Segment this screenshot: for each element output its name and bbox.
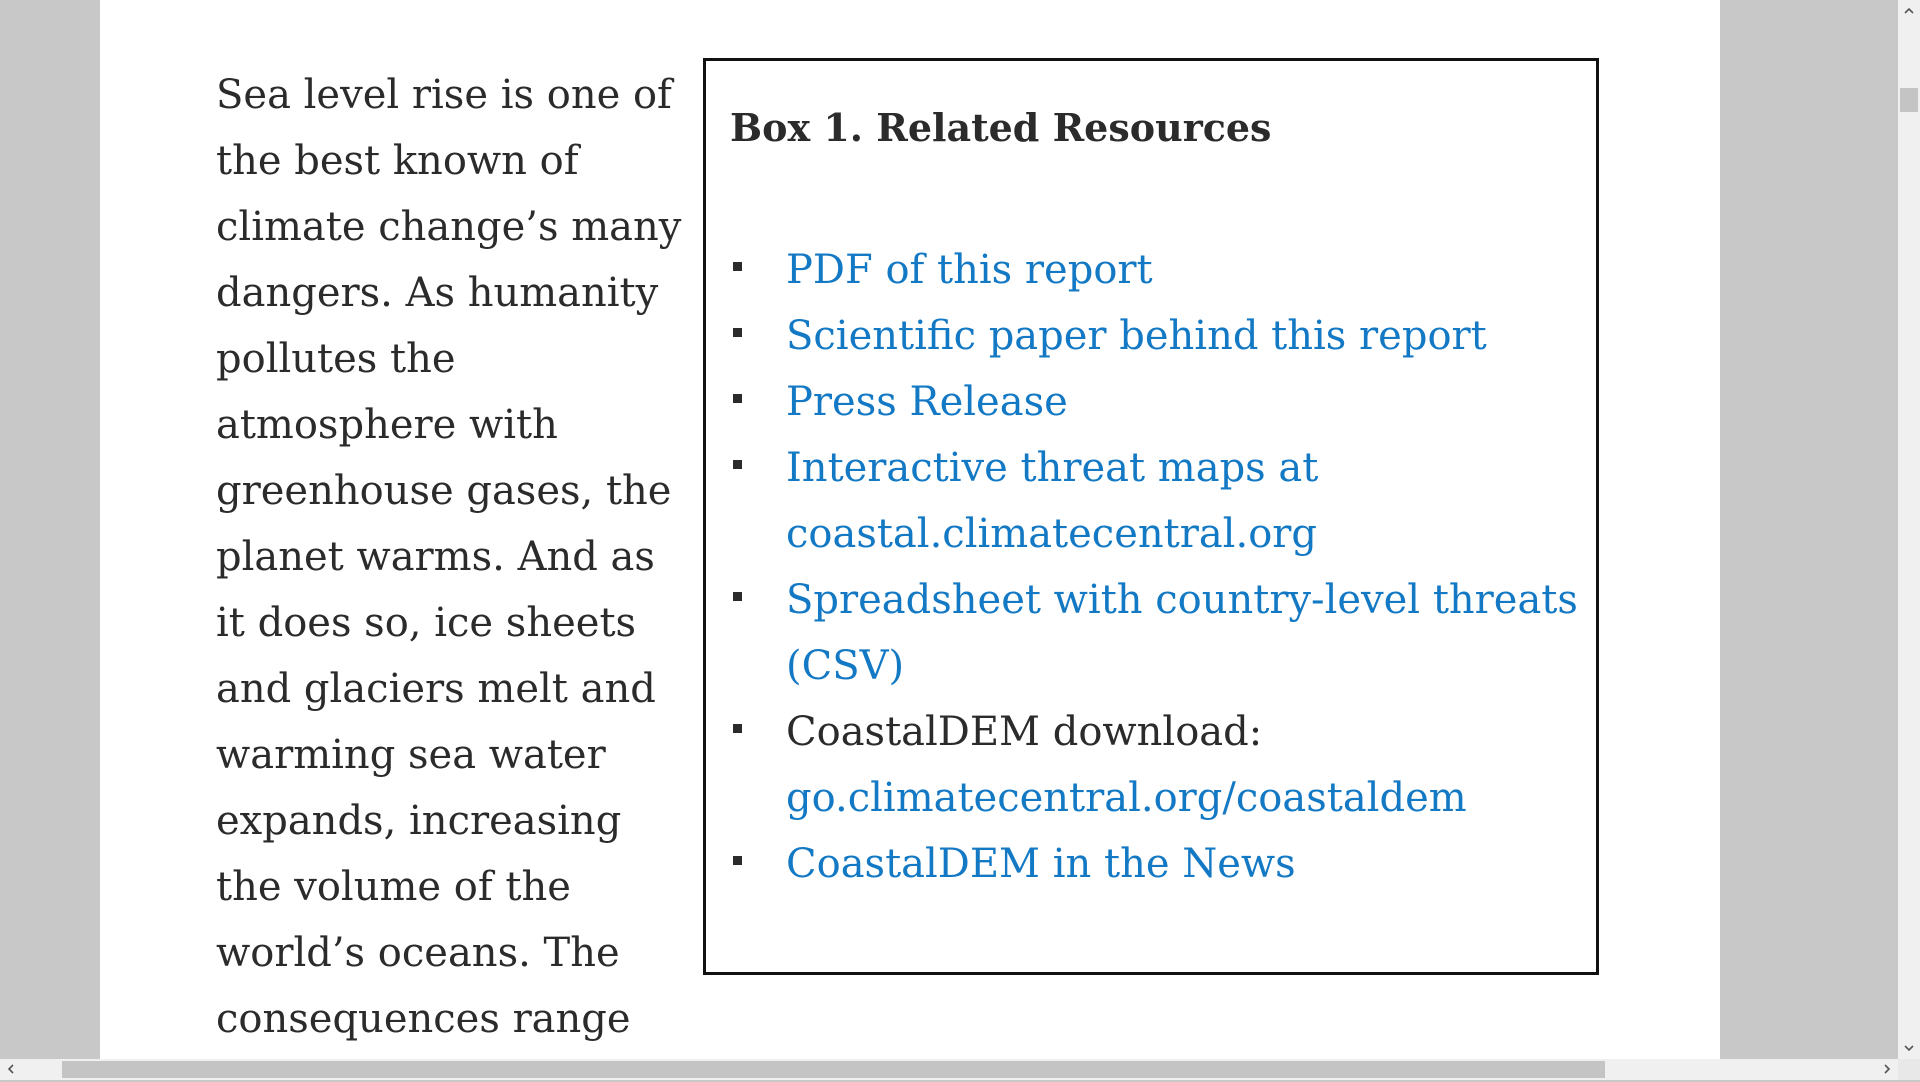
link-spreadsheet-csv[interactable]	[786, 567, 1596, 699]
chevron-down-icon[interactable]	[1898, 1037, 1920, 1059]
article-page	[100, 0, 1720, 1059]
chevron-right-icon[interactable]	[1876, 1059, 1898, 1080]
bullet-icon	[733, 394, 742, 403]
article-paragraph	[216, 62, 682, 1052]
bullet-icon	[733, 724, 742, 733]
link-press-release[interactable]: Press Release	[786, 379, 1068, 425]
horizontal-scroll-thumb[interactable]	[62, 1061, 1605, 1078]
paragraph-line: and glaciers melt and	[216, 666, 656, 712]
paragraph-line: consequences range	[216, 996, 631, 1042]
resource-item-coastaldem-download	[706, 699, 1596, 831]
resource-item-press-release	[706, 369, 1596, 435]
paragraph-line: the best known of	[216, 138, 579, 184]
link-coastaldem-news[interactable]: CoastalDEM in the News	[786, 841, 1296, 887]
chevron-left-icon[interactable]	[0, 1059, 22, 1080]
resource-item-spreadsheet	[706, 567, 1596, 699]
box-title: Box 1. Related Resources	[730, 105, 1272, 150]
related-resources-box	[703, 58, 1599, 975]
paragraph-line: world’s oceans. The	[216, 930, 620, 976]
paragraph-line: the volume of the	[216, 864, 571, 910]
paragraph-line: climate change’s many	[216, 204, 682, 250]
chevron-up-icon[interactable]	[1898, 0, 1920, 22]
bullet-icon	[733, 262, 742, 271]
paragraph-line: greenhouse gases, the	[216, 468, 672, 514]
link-pdf-report[interactable]: PDF of this report	[786, 247, 1153, 293]
vertical-scrollbar[interactable]	[1898, 0, 1920, 1059]
bullet-icon	[733, 460, 742, 469]
horizontal-scrollbar[interactable]	[0, 1059, 1898, 1080]
bullet-icon	[733, 856, 742, 865]
paragraph-line: pollutes the	[216, 336, 456, 382]
link-scientific-paper[interactable]: Scientific paper behind this report	[786, 313, 1487, 359]
resource-item-scientific-paper	[706, 303, 1596, 369]
scrollbar-corner	[1898, 1059, 1920, 1080]
paragraph-line: planet warms. And as	[216, 534, 655, 580]
link-line: Interactive threat maps at	[786, 445, 1319, 491]
link-line: (CSV)	[786, 643, 905, 689]
bullet-icon	[733, 328, 742, 337]
paragraph-line: expands, increasing	[216, 798, 622, 844]
paragraph-line: Sea level rise is one of	[216, 72, 672, 118]
vertical-scroll-thumb[interactable]	[1900, 88, 1918, 112]
paragraph-line: atmosphere with	[216, 402, 558, 448]
link-line: Spreadsheet with country-level threats	[786, 577, 1578, 623]
link-line: coastal.climatecentral.org	[786, 511, 1317, 557]
bullet-icon	[733, 592, 742, 601]
paragraph-line: it does so, ice sheets	[216, 600, 637, 646]
resource-item-threat-maps	[706, 435, 1596, 567]
resource-item-coastaldem-news	[706, 831, 1596, 897]
resource-item-pdf	[706, 237, 1596, 303]
link-coastaldem-download[interactable]: go.climatecentral.org/coastaldem	[786, 775, 1467, 821]
link-interactive-threat-maps[interactable]	[786, 435, 1596, 567]
coastaldem-download-label: CoastalDEM download:	[786, 709, 1263, 755]
paragraph-line: warming sea water	[216, 732, 606, 778]
resources-list	[706, 237, 1596, 897]
paragraph-line: dangers. As humanity	[216, 270, 659, 316]
